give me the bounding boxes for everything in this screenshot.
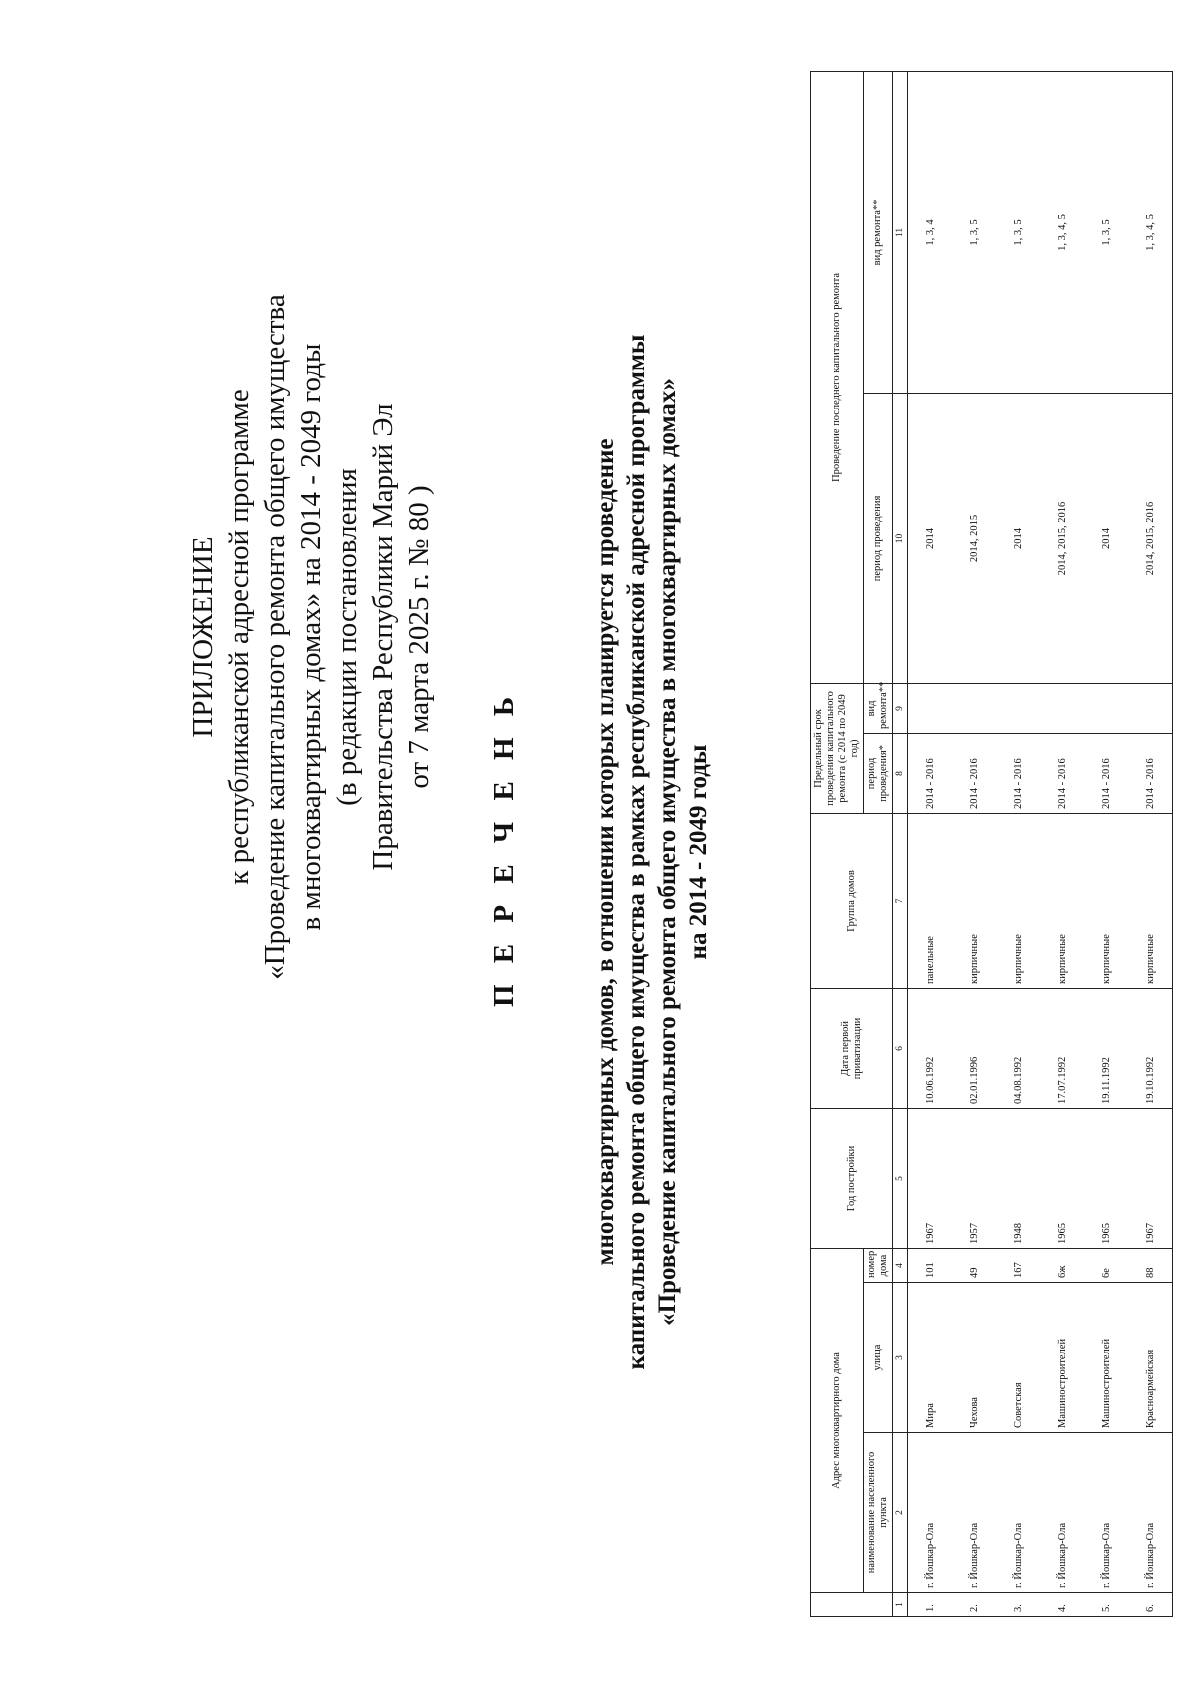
- column-number: 3: [893, 1283, 908, 1433]
- table-row: [996, 71, 1040, 1616]
- street-cell: Машиностроителей: [1040, 1283, 1084, 1433]
- year-built-cell: 1965: [1084, 1108, 1128, 1248]
- street-cell: Чехова: [952, 1283, 996, 1433]
- group-cell: кирпичные: [996, 813, 1040, 988]
- last-type-cell: 1, 3, 4, 5: [1128, 71, 1173, 393]
- deadline-period-cell: 2014 - 2016: [952, 733, 996, 813]
- year-built-cell: 1965: [1040, 1108, 1084, 1248]
- street-cell: Мира: [908, 1283, 953, 1433]
- last-type-cell: 1, 3, 4, 5: [1040, 71, 1084, 393]
- appendix-line: от 7 марта 2025 г. № 80 ): [403, 485, 435, 789]
- year-built-cell: 1957: [952, 1108, 996, 1248]
- header-deadline: Предельный срок проведения капитального ремонта (с 2014 по 2049 год): [811, 683, 864, 813]
- street-cell: Красноармейская: [1128, 1283, 1173, 1433]
- row-number: 5.: [1084, 1593, 1128, 1617]
- privatization-cell: 19.10.1992: [1128, 988, 1173, 1108]
- last-period-cell: 2014: [996, 393, 1040, 683]
- header-index: [811, 1593, 893, 1617]
- row-number: 6.: [1128, 1593, 1173, 1617]
- appendix-block: [185, 47, 437, 1227]
- deadline-period-cell: 2014 - 2016: [1128, 733, 1173, 813]
- settlement-cell: г. Йошкар-Ола: [996, 1433, 1040, 1593]
- last-period-cell: 2014, 2015: [952, 393, 996, 683]
- year-built-cell: 1967: [1128, 1108, 1173, 1248]
- column-number: 2: [893, 1433, 908, 1593]
- deadline-type-cell: [1040, 683, 1084, 733]
- appendix-line: в многоквартирных домах» на 2014 - 2049 годы: [295, 343, 327, 931]
- last-period-cell: 2014: [1084, 393, 1128, 683]
- appendix-line: к республиканской адресной программе: [223, 389, 255, 885]
- year-built-cell: 1948: [996, 1108, 1040, 1248]
- house-cell: 6ж: [1040, 1248, 1084, 1282]
- table-row: [1084, 71, 1128, 1616]
- street-cell: Машиностроителей: [1084, 1283, 1128, 1433]
- last-period-cell: 2014, 2015, 2016: [1040, 393, 1084, 683]
- column-number: 4: [893, 1248, 908, 1282]
- column-number: 1: [893, 1593, 908, 1617]
- column-number: 8: [893, 733, 908, 813]
- deadline-period-cell: 2014 - 2016: [1084, 733, 1128, 813]
- house-cell: 167: [996, 1248, 1040, 1282]
- group-cell: панельные: [908, 813, 953, 988]
- header-deadline-type: вид ремонта**: [864, 683, 893, 733]
- document-subtitle: [590, 87, 714, 1617]
- street-cell: Советская: [996, 1283, 1040, 1433]
- column-number: 9: [893, 683, 908, 733]
- house-cell: 49: [952, 1248, 996, 1282]
- subtitle-line: «Проведение капитального ремонта общего имущества в многоквартирных домах»: [654, 378, 681, 1326]
- column-number: 11: [893, 71, 908, 393]
- settlement-cell: г. Йошкар-Ола: [952, 1433, 996, 1593]
- appendix-line: (в редакции постановления: [331, 468, 363, 806]
- document-heading: П Е Р Е Ч Е Н Ь: [488, 689, 520, 1008]
- last-period-cell: 2014, 2015, 2016: [1128, 393, 1173, 683]
- deadline-type-cell: [1128, 683, 1173, 733]
- appendix-line: «Проведение капитального ремонта общего имущества: [259, 294, 291, 980]
- last-period-cell: 2014: [908, 393, 953, 683]
- group-cell: кирпичные: [1128, 813, 1173, 988]
- group-cell: кирпичные: [1084, 813, 1128, 988]
- house-cell: 6е: [1084, 1248, 1128, 1282]
- table-row: [1128, 71, 1173, 1616]
- header-settlement: наименование населенного пункта: [864, 1433, 893, 1593]
- last-type-cell: 1, 3, 5: [1084, 71, 1128, 393]
- group-cell: кирпичные: [952, 813, 996, 988]
- deadline-period-cell: 2014 - 2016: [996, 733, 1040, 813]
- header-last-period: период проведения: [864, 393, 893, 683]
- last-type-cell: 1, 3, 5: [996, 71, 1040, 393]
- deadline-type-cell: [952, 683, 996, 733]
- settlement-cell: г. Йошкар-Ола: [1040, 1433, 1084, 1593]
- subtitle-line: на 2014 - 2049 годы: [685, 744, 712, 960]
- header-privatization: Дата первой приватизации: [811, 988, 893, 1108]
- header-house: номер дома: [864, 1248, 893, 1282]
- appendix-line: ПРИЛОЖЕНИЕ: [187, 536, 219, 738]
- column-number: 10: [893, 393, 908, 683]
- header-last-repair: Проведение последнего капитального ремонта: [811, 71, 864, 683]
- table-row: [1040, 71, 1084, 1616]
- last-type-cell: 1, 3, 5: [952, 71, 996, 393]
- settlement-cell: г. Йошкар-Ола: [908, 1433, 953, 1593]
- privatization-cell: 10.06.1992: [908, 988, 953, 1108]
- header-deadline-period: период проведения*: [864, 733, 893, 813]
- header-address: Адрес многоквартирного дома: [811, 1248, 864, 1592]
- header-year-built: Год постройки: [811, 1108, 893, 1248]
- row-number: 4.: [1040, 1593, 1084, 1617]
- privatization-cell: 17.07.1992: [1040, 988, 1084, 1108]
- settlement-cell: г. Йошкар-Ола: [1084, 1433, 1128, 1593]
- privatization-cell: 04.08.1992: [996, 988, 1040, 1108]
- privatization-cell: 19.11.1992: [1084, 988, 1128, 1108]
- column-number: 6: [893, 988, 908, 1108]
- subtitle-line: многоквартирных домов, в отношении которых планируется проведение: [592, 438, 619, 1266]
- appendix-line: Правительства Республики Марий Эл: [367, 403, 399, 871]
- column-number: 7: [893, 813, 908, 988]
- row-number: 2.: [952, 1593, 996, 1617]
- privatization-cell: 02.01.1996: [952, 988, 996, 1108]
- settlement-cell: г. Йошкар-Ола: [1128, 1433, 1173, 1593]
- row-number: 3.: [996, 1593, 1040, 1617]
- year-built-cell: 1967: [908, 1108, 953, 1248]
- deadline-period-cell: 2014 - 2016: [1040, 733, 1084, 813]
- house-cell: 101: [908, 1248, 953, 1282]
- deadline-type-cell: [908, 683, 953, 733]
- deadline-type-cell: [1084, 683, 1128, 733]
- table-row: [952, 71, 996, 1616]
- header-group: Группа домов: [811, 813, 893, 988]
- row-number: 1.: [908, 1593, 953, 1617]
- deadline-period-cell: 2014 - 2016: [908, 733, 953, 813]
- house-cell: 88: [1128, 1248, 1173, 1282]
- table-row: [908, 71, 953, 1616]
- header-last-type: вид ремонта**: [864, 71, 893, 393]
- last-type-cell: 1, 3, 4: [908, 71, 953, 393]
- deadline-type-cell: [996, 683, 1040, 733]
- header-street: улица: [864, 1283, 893, 1433]
- subtitle-line: капитального ремонта общего имущества в рамках республиканской адресной программы: [623, 334, 650, 1370]
- group-cell: кирпичные: [1040, 813, 1084, 988]
- houses-table: [810, 71, 1173, 1617]
- column-number: 5: [893, 1108, 908, 1248]
